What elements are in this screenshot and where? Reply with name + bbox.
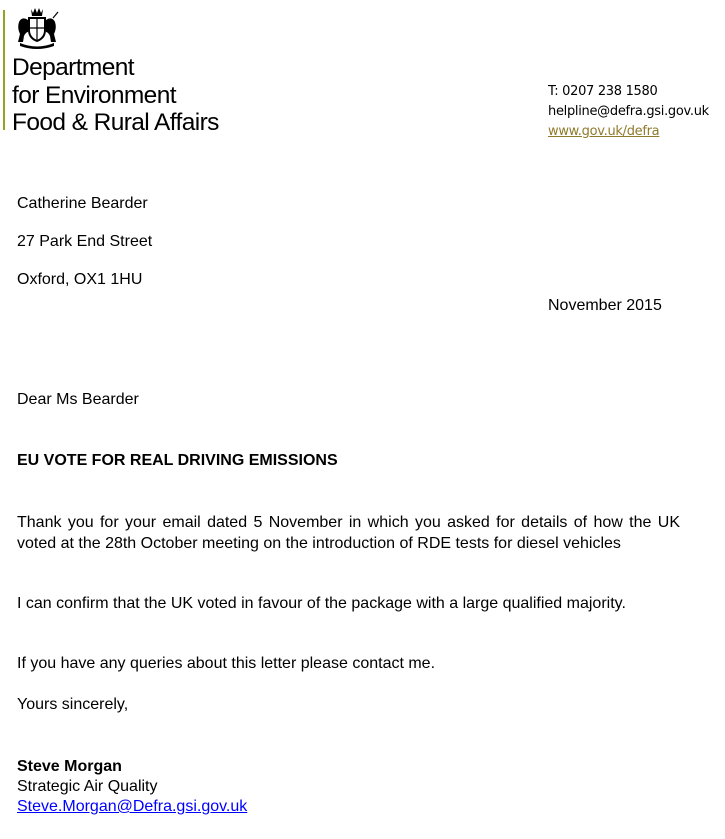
salutation: Dear Ms Bearder xyxy=(17,391,139,408)
recipient-street: 27 Park End Street xyxy=(17,233,153,250)
contact-phone: T: 0207 238 1580 xyxy=(548,84,658,99)
signature-title: Strategic Air Quality xyxy=(17,778,158,795)
signature-name: Steve Morgan xyxy=(17,758,122,775)
department-line: for Environment xyxy=(12,81,176,109)
royal-coat-of-arms-icon xyxy=(14,6,60,50)
contact-block xyxy=(548,82,709,142)
signature-email-link[interactable]: Steve.Morgan@Defra.gsi.gov.uk xyxy=(17,798,248,815)
contact-email[interactable]: helpline@defra.gsi.gov.uk xyxy=(548,104,709,119)
subject-heading: EU VOTE FOR REAL DRIVING EMISSIONS xyxy=(17,452,338,469)
contact-website-link[interactable]: www.gov.uk/defra xyxy=(548,124,660,139)
recipient-city: Oxford, OX1 1HU xyxy=(17,271,143,288)
department-line: Department xyxy=(12,54,135,81)
body-paragraph: I can confirm that the UK voted in favour of the package with a large qualified majority. xyxy=(17,595,626,612)
closing: Yours sincerely, xyxy=(17,696,129,713)
department-line: Food & Rural Affairs xyxy=(12,109,219,136)
body-paragraph: If you have any queries about this letter please contact me. xyxy=(17,655,436,672)
header-accent-rule xyxy=(3,10,5,130)
department-name xyxy=(12,54,219,137)
body-paragraph: Thank you for your email dated 5 November in which you asked for details of how the UK voted at the 28th October meeting on the introduction of RDE tests for diesel vehicles xyxy=(17,514,680,552)
letter-date: November 2015 xyxy=(548,297,662,314)
recipient-name: Catherine Bearder xyxy=(17,195,148,212)
